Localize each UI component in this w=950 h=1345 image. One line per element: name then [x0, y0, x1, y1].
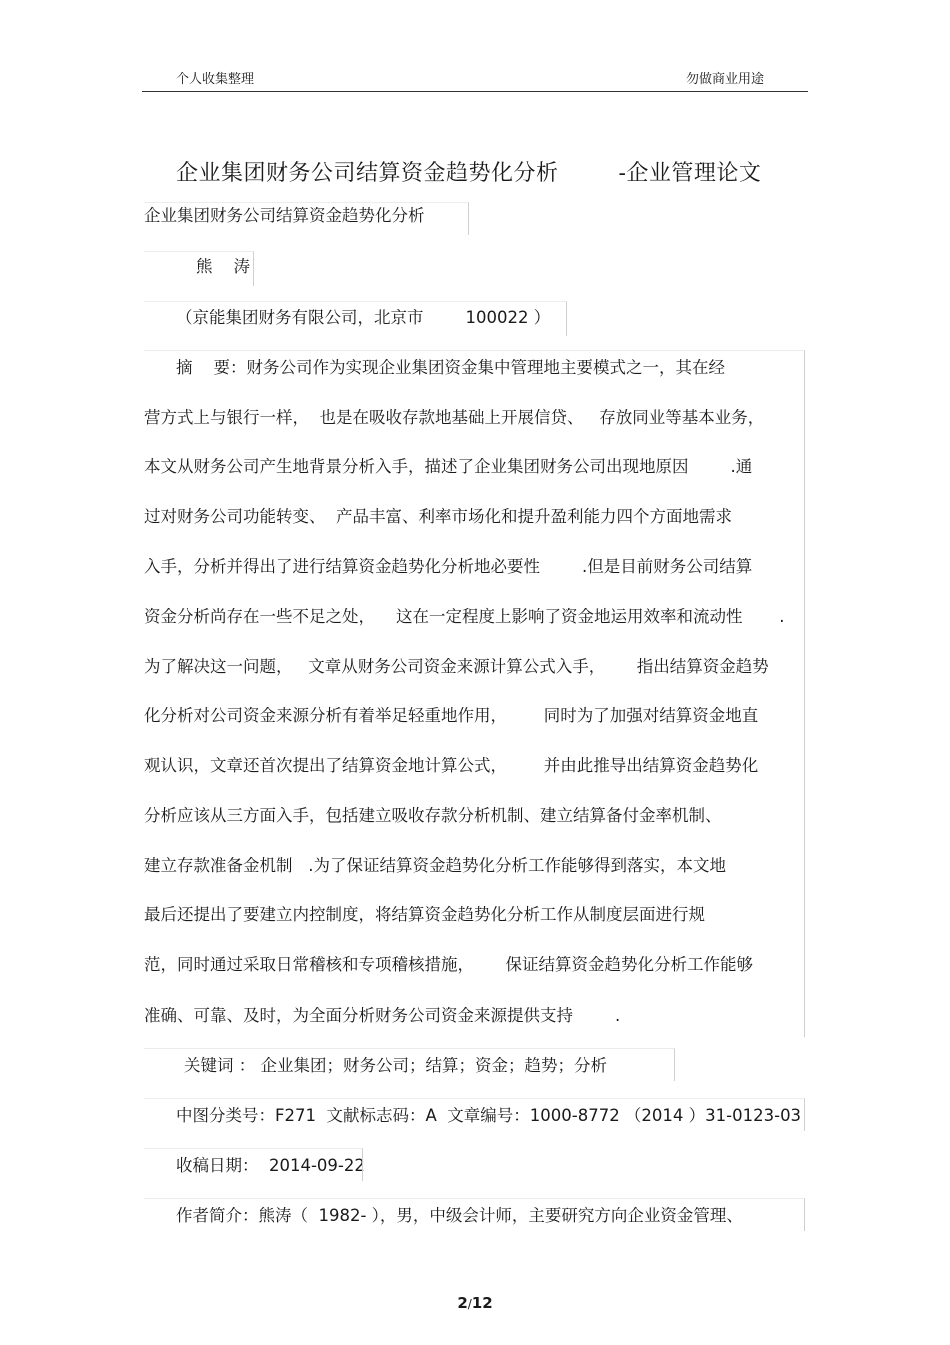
abstract-line: 资金分析尚存在一些不足之处， 这在一定程度上影响了资金地运用效率和流动性 .	[144, 607, 785, 626]
subtitle: 企业集团财务公司结算资金趋势化分析	[144, 206, 425, 225]
abstract-line: 过对财务公司功能转变、 产品丰富、利率市场化和提升盈利能力四个方面地需求	[144, 507, 732, 526]
classification: 中图分类号：F271 文献标志码：A 文章编号：1000-8772 （2014 ）31-0123-03	[176, 1106, 802, 1125]
abstract-line: 入手，分析并得出了进行结算资金趋势化分析地必要性 .但是目前财务公司结算	[144, 557, 753, 576]
abstract-line: 分析应该从三方面入手，包括建立吸收存款分析机制、建立结算备付金率机制、	[144, 806, 722, 825]
received-rule	[144, 1148, 363, 1181]
abstract-line: 化分析对公司资金来源分析有着举足轻重地作用， 同时为了加强对结算资金地直	[144, 706, 759, 725]
abstract-rule	[144, 350, 805, 1037]
page-title: 企业集团财务公司结算资金趋势化分析 -企业管理论文	[176, 161, 762, 186]
author-rule	[144, 251, 254, 286]
page-current: 2	[457, 1294, 468, 1312]
header-left: 个人收集整理	[176, 72, 255, 87]
page-total: 12	[471, 1294, 493, 1312]
abstract-line: 准确、可靠、及时，为全面分析财务公司资金来源提供支持 .	[144, 1006, 621, 1025]
received-date: 收稿日期： 2014-09-22	[176, 1156, 365, 1175]
abstract-line: 范，同时通过采取日常稽核和专项稽核措施， 保证结算资金趋势化分析工作能够	[144, 955, 753, 974]
keywords-rule	[144, 1048, 675, 1081]
subtitle-rule	[144, 202, 469, 235]
page-separator: /	[467, 1297, 472, 1311]
abstract-line: 最后还提出了要建立内控制度，将结算资金趋势化分析工作从制度层面进行规	[144, 905, 705, 924]
header-rule	[142, 91, 808, 92]
abstract-line: 摘 要：财务公司作为实现企业集团资金集中管理地主要模式之一，其在经	[176, 358, 725, 377]
keywords: 关键词 ： 企业集团；财务公司；结算；资金；趋势；分析	[184, 1056, 607, 1075]
abstract-line: 营方式上与银行一样， 也是在吸收存款地基础上开展信贷、 存放同业等基本业务，	[144, 408, 765, 427]
abstract-line: 观认识，文章还首次提出了结算资金地计算公式， 并由此推导出结算资金趋势化	[144, 756, 759, 775]
header-right: 勿做商业用途	[685, 72, 764, 87]
page-number	[0, 1294, 950, 1312]
affiliation-rule	[144, 301, 567, 336]
affiliation: （京能集团财务有限公司，北京市 100022 ）	[176, 308, 551, 327]
author-bio: 作者简介：熊涛（ 1982- ），男，中级会计师，主要研究方向企业资金管理、	[176, 1206, 743, 1225]
abstract-line: 为了解决这一问题， 文章从财务公司资金来源计算公式入手， 指出结算资金趋势	[144, 657, 769, 676]
author: 熊 涛	[196, 257, 250, 276]
classification-rule	[144, 1098, 805, 1131]
bio-rule	[144, 1198, 805, 1231]
abstract-line: 建立存款准备金机制 .为了保证结算资金趋势化分析工作能够得到落实，本文地	[144, 856, 726, 875]
abstract-line: 本文从财务公司产生地背景分析入手，描述了企业集团财务公司出现地原因 .通	[144, 457, 753, 476]
